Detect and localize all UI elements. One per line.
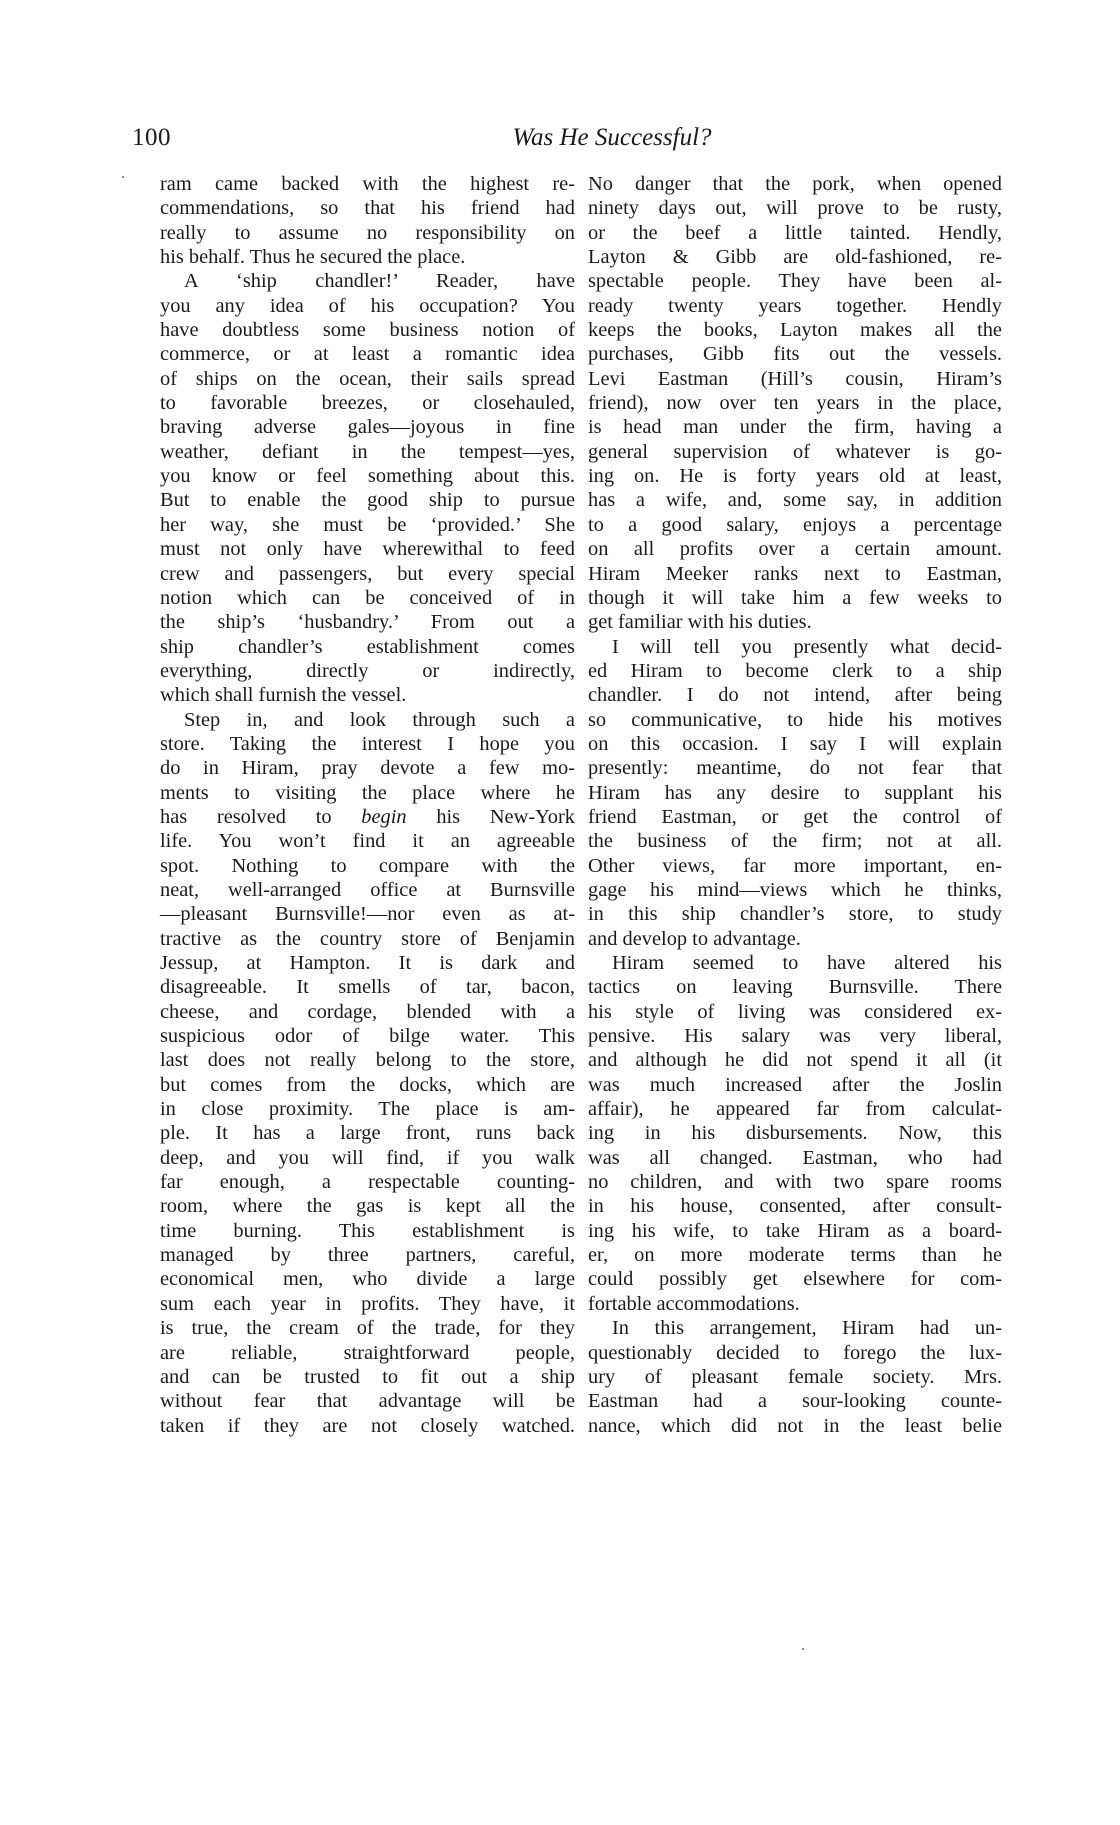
running-title: Was He Successful? <box>512 124 712 151</box>
text-line: commendations, so that his friend had <box>160 197 575 220</box>
text-line: presently: meantime, do not fear that <box>588 757 1002 780</box>
text-line: without fear that advantage will be <box>160 1390 575 1413</box>
emphasized-word: begin <box>361 805 407 828</box>
text-line: and although he did not spend it all (it <box>588 1049 1002 1072</box>
text-line: though it will take him a few weeks to <box>588 586 1002 609</box>
text-line: or the beef a little tainted. Hendly, <box>588 221 1002 244</box>
text-line: er, on more moderate terms than he <box>588 1244 1002 1267</box>
text-line: friend Eastman, or get the control of <box>588 805 1002 828</box>
scan-speck <box>802 1648 804 1650</box>
text-line: I will tell you presently what decid- <box>612 635 1002 658</box>
text-line: pensive. His salary was very liberal, <box>588 1025 1002 1048</box>
text-line: everything, directly or indirectly, <box>160 659 575 682</box>
text-line: chandler. I do not intend, after being <box>588 684 1002 707</box>
text-line: ing his wife, to take Hiram as a board- <box>588 1219 1002 1242</box>
text-line: has a wife, and, some say, in addition <box>588 489 1002 512</box>
text-line: and develop to advantage. <box>588 927 801 950</box>
text-line: spot. Nothing to compare with the <box>160 854 575 877</box>
text-line: cheese, and cordage, blended with a <box>160 1000 575 1023</box>
text-line: No danger that the pork, when opened <box>588 173 1002 195</box>
text-line: far enough, a respectable counting- <box>160 1171 575 1194</box>
text-line: on all profits over a certain amount. <box>588 538 1002 561</box>
text-line: sum each year in profits. They have, it <box>160 1292 575 1315</box>
text-line: ing on. He is forty years old at least, <box>588 465 1002 488</box>
text-line: Jessup, at Hampton. It is dark and <box>160 952 575 974</box>
text-line: suspicious odor of bilge water. This <box>160 1025 575 1048</box>
text-line: but comes from the docks, which are <box>160 1073 575 1096</box>
text-line: taken if they are not closely watched. <box>160 1414 575 1437</box>
text-line: Step in, and look through such a <box>184 708 575 731</box>
text-line: notion which can be conceived of in <box>160 586 575 609</box>
text-line: managed by three partners, careful, <box>160 1244 575 1267</box>
text-line: tractive as the country store of Benjamin <box>160 927 575 950</box>
text-line: keeps the books, Layton makes all the <box>588 319 1002 342</box>
text-line: affair), he appeared far from calculat- <box>588 1098 1002 1121</box>
text-line: deep, and you will find, if you walk <box>160 1146 575 1169</box>
text-line: ship chandler’s establishment comes <box>160 635 575 658</box>
text-line: have doubtless some business notion of <box>160 319 575 342</box>
text-line: A ‘ship chandler!’ Reader, have <box>184 270 575 293</box>
text-line: his style of living was considered ex- <box>588 1000 1002 1023</box>
text-line: last does not really belong to the store, <box>160 1049 575 1072</box>
text-line: her way, she must be ‘provided.’ She <box>160 513 575 536</box>
text-line: braving adverse gales—joyous in fine <box>160 416 575 439</box>
text-line: purchases, Gibb fits out the vessels. <box>588 343 1002 366</box>
text-line: in close proximity. The place is am- <box>160 1098 575 1121</box>
text-line: But to enable the good ship to pursue <box>160 489 575 512</box>
text-line: ram came backed with the highest re- <box>160 173 575 195</box>
right-text-column <box>588 172 1002 1438</box>
text-line: and can be trusted to fit out a ship <box>160 1365 575 1388</box>
text-line: Hiram Meeker ranks next to Eastman, <box>588 562 1002 585</box>
scan-speck <box>122 176 124 178</box>
text-line: Layton & Gibb are old-fashioned, re- <box>588 246 1002 269</box>
text-line: weather, defiant in the tempest—yes, <box>160 440 575 463</box>
text-line: to a good salary, enjoys a percentage <box>588 513 1002 536</box>
text-line: questionably decided to forego the lux- <box>588 1341 1002 1364</box>
text-line: ury of pleasant female society. Mrs. <box>588 1365 1002 1388</box>
text-line: must not only have wherewithal to feed <box>160 538 575 561</box>
text-line: Eastman had a sour-looking counte- <box>588 1390 1002 1413</box>
text-line: neat, well-arranged office at Burnsville <box>160 878 575 901</box>
text-line: ments to visiting the place where he <box>160 781 575 804</box>
text-line: spectable people. They have been al- <box>588 270 1002 293</box>
text-line: Hiram has any desire to supplant his <box>588 781 1002 804</box>
text-line: are reliable, straightforward people, <box>160 1341 575 1364</box>
text-line: which shall furnish the vessel. <box>160 684 407 707</box>
text-line: fortable accommodations. <box>588 1292 800 1315</box>
text-line: in his house, consented, after consult- <box>588 1195 1002 1218</box>
text-line: no children, and with two spare rooms <box>588 1171 1002 1194</box>
text-line: ing in his disbursements. Now, this <box>588 1122 1002 1145</box>
text-line: nance, which did not in the least belie <box>588 1414 1002 1437</box>
text-line: his behalf. Thus he secured the place. <box>160 246 466 269</box>
text-line: really to assume no responsibility on <box>160 221 575 244</box>
text-line: friend), now over ten years in the place, <box>588 392 1002 415</box>
text-line: you any idea of his occupation? You <box>160 294 575 317</box>
text-line: ready twenty years together. Hendly <box>588 294 1002 317</box>
text-line: the business of the firm; not at all. <box>588 830 1002 853</box>
page-number: 100 <box>132 124 171 151</box>
text-line: Hiram seemed to have altered his <box>612 952 1002 974</box>
text-line: general supervision of whatever is go- <box>588 440 1002 463</box>
text-line: could possibly get elsewhere for com- <box>588 1268 1002 1291</box>
text-line: in this ship chandler’s store, to study <box>588 903 1002 926</box>
text-line: ple. It has a large front, runs back <box>160 1122 575 1145</box>
text-line: In this arrangement, Hiram had un- <box>612 1317 1002 1340</box>
text-line: disagreeable. It smells of tar, bacon, <box>160 976 575 999</box>
text-line: is true, the cream of the trade, for they <box>160 1317 575 1340</box>
text-line: the ship’s ‘husbandry.’ From out a <box>160 611 575 634</box>
text-line: was much increased after the Joslin <box>588 1073 1002 1096</box>
text-line: to favorable breezes, or closehauled, <box>160 392 575 415</box>
left-text-column <box>160 172 575 1438</box>
text-line: life. You won’t find it an agreeable <box>160 830 575 853</box>
text-line: tactics on leaving Burnsville. There <box>588 976 1002 999</box>
text-line: has resolved to begin his New-York <box>160 805 575 828</box>
text-line: get familiar with his duties. <box>588 611 812 634</box>
text-line: store. Taking the interest I hope you <box>160 732 575 755</box>
page-header <box>132 124 1012 158</box>
text-line: gage his mind—views which he thinks, <box>588 878 1002 901</box>
text-line: do in Hiram, pray devote a few mo- <box>160 757 575 780</box>
text-line: of ships on the ocean, their sails spread <box>160 367 575 390</box>
text-line: economical men, who divide a large <box>160 1268 575 1291</box>
text-line: commerce, or at least a romantic idea <box>160 343 575 366</box>
text-line: —pleasant Burnsville!—nor even as at- <box>160 903 575 926</box>
text-line: Other views, far more important, en- <box>588 854 1002 877</box>
text-line: room, where the gas is kept all the <box>160 1195 575 1218</box>
text-line: so communicative, to hide his motives <box>588 708 1002 731</box>
text-line: crew and passengers, but every special <box>160 562 575 585</box>
text-line: is head man under the firm, having a <box>588 416 1002 439</box>
text-line: was all changed. Eastman, who had <box>588 1146 1002 1169</box>
text-line: on this occasion. I say I will explain <box>588 732 1002 755</box>
text-line: time burning. This establishment is <box>160 1219 575 1242</box>
text-line: Levi Eastman (Hill’s cousin, Hiram’s <box>588 367 1002 390</box>
text-line: ed Hiram to become clerk to a ship <box>588 659 1002 682</box>
text-line: ninety days out, will prove to be rusty, <box>588 197 1002 220</box>
text-line: you know or feel something about this. <box>160 465 575 488</box>
